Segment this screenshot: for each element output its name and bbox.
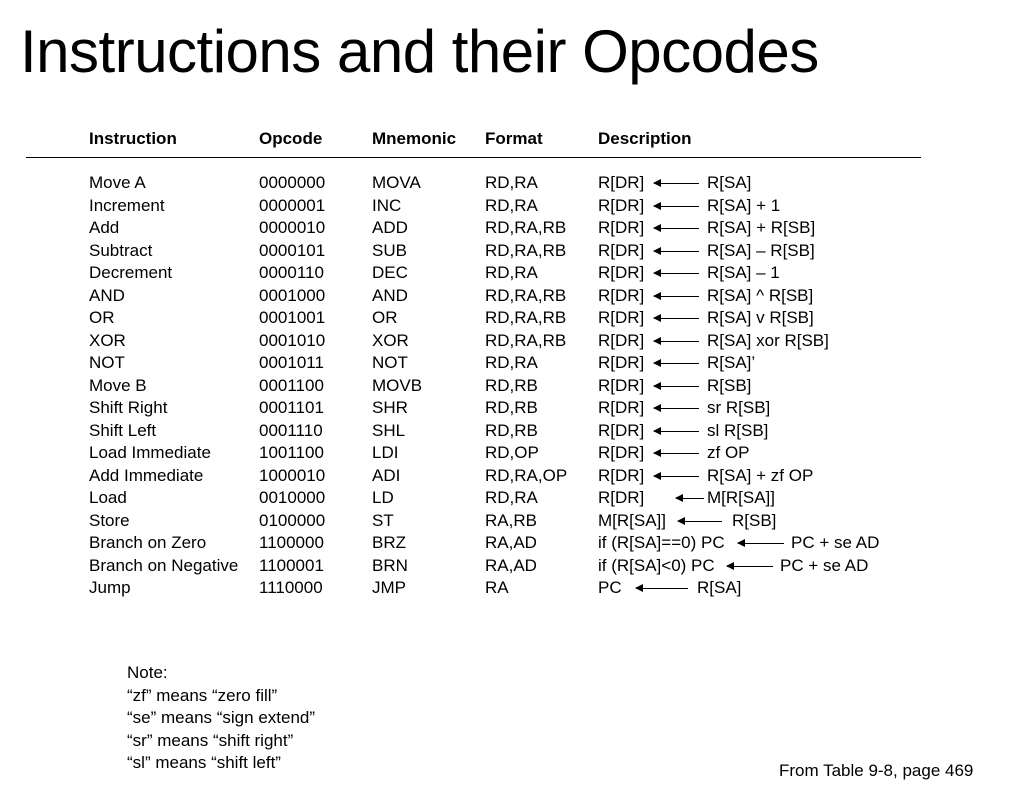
cell-mnemonic: MOVA xyxy=(372,173,421,192)
cell-mnemonic: MOVB xyxy=(372,375,423,395)
cell-opcode: 0010000 xyxy=(259,488,326,507)
left-arrow-icon xyxy=(654,183,699,184)
cell-opcode: 0001011 xyxy=(259,353,324,372)
cell-description-src: R[SA] + R[SB] xyxy=(707,218,816,237)
header-opcode: Opcode xyxy=(259,129,323,148)
cell-mnemonic: NOT xyxy=(372,353,408,372)
header-mnemonic: Mnemonic xyxy=(372,129,457,148)
cell-opcode: 0001010 xyxy=(259,330,326,350)
cell-instruction: Shift Right xyxy=(89,398,168,417)
cell-opcode: 0001101 xyxy=(259,398,324,417)
cell-description-dest: R[DR] xyxy=(598,240,645,260)
left-arrow-icon xyxy=(654,431,699,432)
cell-description-src: PC + se AD xyxy=(791,533,880,552)
left-arrow-icon xyxy=(654,273,699,274)
left-arrow-icon xyxy=(654,296,699,297)
left-arrow-icon xyxy=(676,498,704,499)
header-instruction: Instruction xyxy=(89,129,177,148)
cell-format: RD,RA xyxy=(485,353,538,372)
cell-instruction: Load xyxy=(89,488,127,507)
left-arrow-icon xyxy=(654,318,699,319)
cell-opcode: 0001000 xyxy=(259,285,326,305)
cell-description-src: R[SB] xyxy=(707,375,752,395)
cell-description-src: R[SB] xyxy=(732,510,777,530)
cell-instruction: Increment xyxy=(89,195,165,215)
cell-opcode: 0001100 xyxy=(259,375,324,395)
cell-mnemonic: ADD xyxy=(372,218,408,237)
cell-mnemonic: BRZ xyxy=(372,533,406,552)
cell-mnemonic: JMP xyxy=(372,578,406,597)
note-heading: Note: xyxy=(127,663,168,682)
cell-description-src: R[SA] – R[SB] xyxy=(707,240,815,260)
cell-description-dest: if (R[SA]==0) PC xyxy=(598,533,725,552)
cell-description-src: R[SA]’ xyxy=(707,353,756,372)
cell-description-src: R[SA] xyxy=(707,173,752,192)
cell-opcode: 0001001 xyxy=(259,308,326,327)
cell-instruction: XOR xyxy=(89,330,126,350)
cell-description-dest: R[DR] xyxy=(598,263,645,282)
cell-opcode: 0000101 xyxy=(259,240,326,260)
cell-opcode: 1110000 xyxy=(259,578,323,597)
cell-description-dest: R[DR] xyxy=(598,465,645,485)
note-line: “sl” means “shift left” xyxy=(127,753,281,772)
cell-instruction: Jump xyxy=(89,578,131,597)
cell-description-src: M[R[SA]] xyxy=(707,488,776,507)
cell-description-dest: R[DR] xyxy=(598,353,645,372)
cell-mnemonic: DEC xyxy=(372,263,408,282)
cell-opcode: 0000010 xyxy=(259,218,326,237)
cell-description-dest: M[R[SA]] xyxy=(598,510,667,530)
cell-format: RD,RA,RB xyxy=(485,308,567,327)
cell-mnemonic: OR xyxy=(372,308,398,327)
cell-opcode: 0001110 xyxy=(259,420,323,440)
cell-format: RD,RA,RB xyxy=(485,330,567,350)
cell-instruction: Store xyxy=(89,510,130,530)
cell-description-dest: R[DR] xyxy=(598,398,645,417)
cell-instruction: AND xyxy=(89,285,125,305)
cell-description-src: zf OP xyxy=(707,443,750,462)
left-arrow-icon xyxy=(654,363,699,364)
left-arrow-icon xyxy=(654,476,699,477)
left-arrow-icon xyxy=(738,543,784,544)
cell-format: RD,RB xyxy=(485,398,538,417)
cell-mnemonic: INC xyxy=(372,195,402,215)
cell-format: RD,RA xyxy=(485,195,538,215)
cell-format: RD,OP xyxy=(485,443,539,462)
cell-format: RD,RA,RB xyxy=(485,285,567,305)
left-arrow-icon xyxy=(654,251,699,252)
cell-description-src: sl R[SB] xyxy=(707,420,769,440)
cell-mnemonic: SHR xyxy=(372,398,408,417)
cell-opcode: 1100000 xyxy=(259,533,324,552)
cell-instruction: Decrement xyxy=(89,263,173,282)
left-arrow-icon xyxy=(654,408,699,409)
cell-mnemonic: XOR xyxy=(372,330,409,350)
cell-format: RD,RA xyxy=(485,173,538,192)
cell-mnemonic: SHL xyxy=(372,420,406,440)
cell-instruction: Subtract xyxy=(89,240,153,260)
cell-mnemonic: SUB xyxy=(372,240,407,260)
cell-opcode: 1100001 xyxy=(259,555,324,575)
left-arrow-icon xyxy=(727,566,773,567)
cell-format: RD,RA xyxy=(485,263,538,282)
cell-mnemonic: LD xyxy=(372,488,394,507)
cell-description-dest: R[DR] xyxy=(598,218,645,237)
cell-format: RD,RA xyxy=(485,488,538,507)
cell-instruction: Add Immediate xyxy=(89,465,204,485)
cell-description-dest: R[DR] xyxy=(598,443,645,462)
cell-description-src: R[SA] + 1 xyxy=(707,195,781,215)
cell-instruction: NOT xyxy=(89,353,125,372)
cell-instruction: Add xyxy=(89,218,120,237)
cell-description-dest: if (R[SA]<0) PC xyxy=(598,555,715,575)
cell-description-src: R[SA] xyxy=(697,578,742,597)
cell-opcode: 0000110 xyxy=(259,263,324,282)
cell-format: RA,AD xyxy=(485,555,537,575)
page-title: Instructions and their Opcodes xyxy=(20,18,819,85)
cell-description-dest: R[DR] xyxy=(598,420,645,440)
cell-opcode: 0100000 xyxy=(259,510,326,530)
cell-description-src: R[SA] ^ R[SB] xyxy=(707,285,814,305)
cell-instruction: Branch on Negative xyxy=(89,555,239,575)
cell-mnemonic: LDI xyxy=(372,443,399,462)
cell-description-dest: R[DR] xyxy=(598,308,645,327)
cell-description-src: R[SA] xor R[SB] xyxy=(707,330,829,350)
cell-mnemonic: BRN xyxy=(372,555,408,575)
note-line: “sr” means “shift right” xyxy=(127,730,294,750)
cell-mnemonic: AND xyxy=(372,285,408,305)
cell-opcode: 1000010 xyxy=(259,465,326,485)
left-arrow-icon xyxy=(678,521,722,522)
cell-format: RD,RA,OP xyxy=(485,465,568,485)
cell-description-dest: R[DR] xyxy=(598,195,645,215)
cell-description-dest: PC xyxy=(598,578,622,597)
cell-description-dest: R[DR] xyxy=(598,173,645,192)
cell-description-src: sr R[SB] xyxy=(707,398,771,417)
cell-instruction: Shift Left xyxy=(89,420,157,440)
cell-mnemonic: ST xyxy=(372,510,394,530)
cell-description-src: PC + se AD xyxy=(780,555,869,575)
cell-description-src: R[SA] + zf OP xyxy=(707,465,814,485)
left-arrow-icon xyxy=(654,228,699,229)
note-box xyxy=(127,662,315,775)
cell-format: RA xyxy=(485,578,509,597)
left-arrow-icon xyxy=(636,588,688,589)
cell-format: RA,AD xyxy=(485,533,537,552)
left-arrow-icon xyxy=(654,386,699,387)
cell-mnemonic: ADI xyxy=(372,465,401,485)
cell-description-dest: R[DR] xyxy=(598,285,645,305)
cell-format: RD,RA,RB xyxy=(485,218,567,237)
cell-instruction: Move A xyxy=(89,173,146,192)
cell-instruction: Branch on Zero xyxy=(89,533,207,552)
left-arrow-icon xyxy=(654,453,699,454)
note-line: “zf” means “zero fill” xyxy=(127,685,278,705)
cell-instruction: OR xyxy=(89,308,115,327)
note-line: “se” means “sign extend” xyxy=(127,708,316,727)
cell-description-src: R[SA] v R[SB] xyxy=(707,308,814,327)
cell-instruction: Load Immediate xyxy=(89,443,211,462)
cell-description-src: R[SA] – 1 xyxy=(707,263,780,282)
cell-description-dest: R[DR] xyxy=(598,375,645,395)
source-citation: From Table 9-8, page 469 xyxy=(779,761,974,780)
header-format: Format xyxy=(485,129,543,148)
cell-opcode: 0000001 xyxy=(259,195,326,215)
cell-description-dest: R[DR] xyxy=(598,330,645,350)
cell-format: RD,RB xyxy=(485,420,538,440)
cell-format: RA,RB xyxy=(485,510,537,530)
cell-instruction: Move B xyxy=(89,375,147,395)
cell-format: RD,RA,RB xyxy=(485,240,567,260)
header-description: Description xyxy=(598,129,692,148)
header-divider xyxy=(26,157,921,158)
cell-description-dest: R[DR] xyxy=(598,488,645,507)
cell-opcode: 0000000 xyxy=(259,173,326,192)
left-arrow-icon xyxy=(654,341,699,342)
cell-format: RD,RB xyxy=(485,375,538,395)
cell-opcode: 1001100 xyxy=(259,443,324,462)
left-arrow-icon xyxy=(654,206,699,207)
